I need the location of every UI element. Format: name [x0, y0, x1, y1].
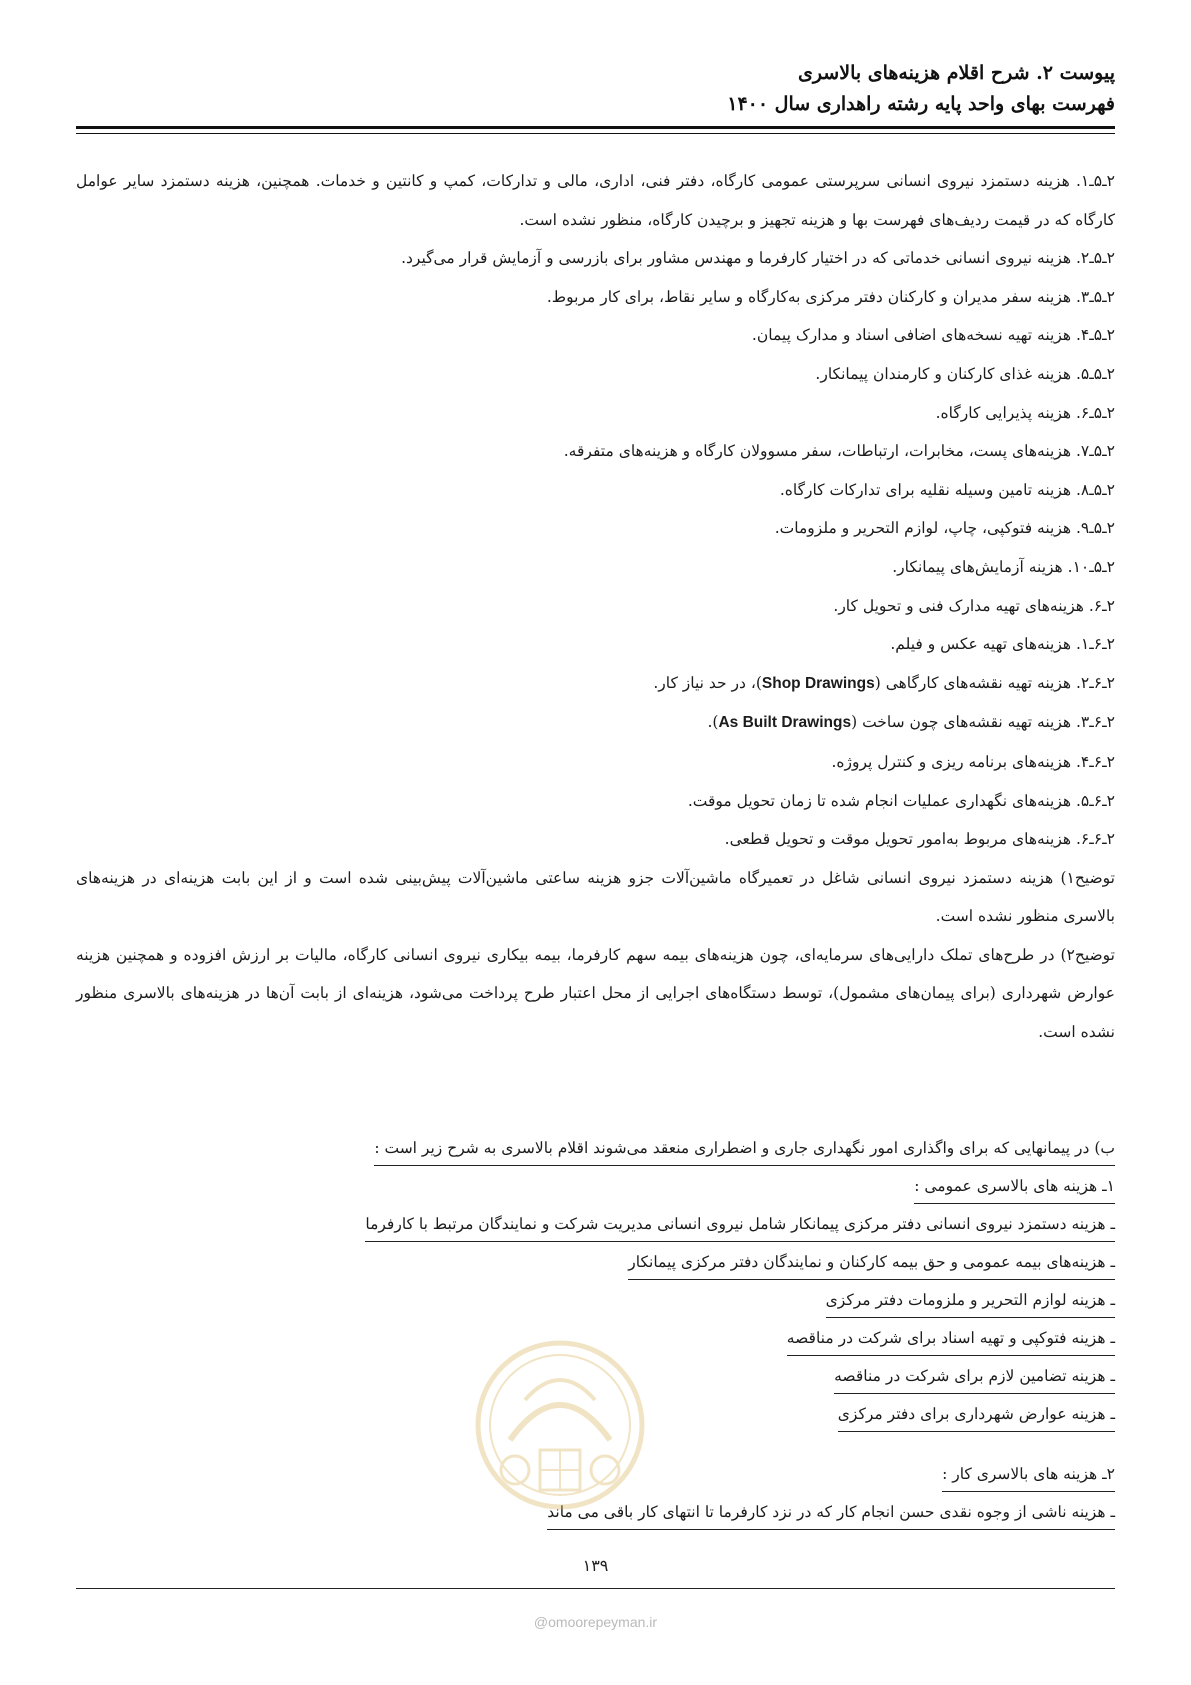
- item-2-5-8: ۲ـ۵ـ۸. هزینه تامین وسیله نقلیه برای تدارکات کارگاه.: [779, 480, 1115, 499]
- item-2-5-2: ۲ـ۵ـ۲. هزینه نیروی انسانی خدماتی که در اختیار کارفرما و مهندس مشاور برای بازرسی و آزمایش قرار می‌گیرد.: [401, 249, 1115, 268]
- item-2-5-6: ۲ـ۵ـ۶. هزینه پذیرایی کارگاه.: [935, 403, 1115, 422]
- item-2-5-5: ۲ـ۵ـ۵. هزینه غذای کارکنان و کارمندان پیمانکار.: [815, 364, 1115, 383]
- page-header: [76, 58, 1115, 120]
- item-2-6-2: [76, 664, 1115, 704]
- item-2-5-4: ۲ـ۵ـ۴. هزینه تهیه نسخه‌های اضافی اسناد و مدارک پیمان.: [751, 326, 1115, 345]
- general-overhead-item: ـ هزینه فتوکپی و تهیه اسناد برای شرکت در مناقصه: [76, 1323, 1115, 1361]
- footer-website: @omoorepeyman.ir: [533, 1614, 658, 1630]
- item-2-6-3-post: ).: [707, 713, 719, 732]
- item-2-6-2-pre: ۲ـ۶ـ۲. هزینه تهیه نقشه‌های کارگاهی (: [874, 673, 1115, 692]
- item-2-5-1: ۲ـ۵ـ۱. هزینه دستمزد نیروی انسانی سرپرستی عمومی کارگاه، دفتر فنی، اداری، مالی و تدارکات، کمپ و کانتین و خدمات. همچنین، هزینه دستمزد سایر عوامل کارگاه که در قیمت ردیف‌های فهرست بها و هزینه تجهیز و برچیدن کارگاه، منظور نشده است.: [76, 172, 1115, 229]
- header-title: پیوست ۲. شرح اقلام هزینه‌های بالاسری: [797, 62, 1115, 84]
- watermark-logo: [470, 1330, 650, 1520]
- item-2-6: ۲ـ۶. هزینه‌های تهیه مدارک فنی و تحویل کار.: [833, 596, 1115, 615]
- item-2-5-3: ۲ـ۵ـ۳. هزینه سفر مدیران و کارکنان دفتر مرکزی به‌کارگاه و سایر نقاط، برای کار مربوط.: [546, 287, 1115, 306]
- item-2-6-2-post: )، در حد نیاز کار.: [653, 673, 762, 692]
- page-number: ۱۳۹: [582, 1556, 609, 1575]
- item-2-5-9: ۲ـ۵ـ۹. هزینه فتوکپی، چاپ، لوازم التحریر و ملزومات.: [774, 519, 1115, 538]
- header-rule-thick: [76, 126, 1115, 129]
- general-overhead-item: ـ هزینه تضامین لازم برای شرکت در مناقصه: [76, 1361, 1115, 1399]
- item-2-6-5: ۲ـ۶ـ۵. هزینه‌های نگهداری عملیات انجام شده تا زمان تحویل موقت.: [687, 791, 1115, 810]
- shop-drawings-term: Shop Drawings: [761, 674, 875, 692]
- header-rule-thin: [76, 133, 1115, 134]
- item-2-6-6: ۲ـ۶ـ۶. هزینه‌های مربوط به‌امور تحویل موقت و تحویل قطعی.: [724, 830, 1115, 849]
- item-2-5-7: ۲ـ۵ـ۷. هزینه‌های پست، مخابرات، ارتباطات، سفر مسوولان کارگاه و هزینه‌های متفرقه.: [563, 442, 1115, 461]
- item-2-6-1: ۲ـ۶ـ۱. هزینه‌های تهیه عکس و فیلم.: [890, 635, 1115, 654]
- work-overhead-item: ـ هزینه ناشی از وجوه نقدی حسن انجام کار که در نزد کارفرما تا انتهای کار باقی می ماند: [76, 1497, 1115, 1535]
- as-built-drawings-term: As Built Drawings: [718, 714, 852, 732]
- header-subtitle: فهرست بهای واحد پایه رشته راهداری سال ۱۴۰۰: [727, 93, 1115, 115]
- footer-rule: [76, 1588, 1115, 1589]
- item-2-6-3: [76, 703, 1115, 743]
- general-overhead-item: ـ هزینه عوارض شهرداری برای دفتر مرکزی: [76, 1399, 1115, 1437]
- general-overhead-item: ـ هزینه‌های بیمه عمومی و حق بیمه کارکنان و نمایندگان دفتر مرکزی پیمانکار: [76, 1247, 1115, 1285]
- work-overhead-title: ۲ـ هزینه های بالاسری کار :: [76, 1459, 1115, 1497]
- note-1: توضیح۱) هزینه دستمزد نیروی انسانی شاغل در تعمیرگاه ماشین‌آلات جزو هزینه ساعتی ماشین‌آلات پیش‌بینی شده است و از این بابت هزینه‌ای در هزینه‌های بالاسری منظور نشده است.: [76, 868, 1115, 926]
- note-2: توضیح۲) در طرح‌های تملک دارایی‌های سرمایه‌ای، چون هزینه‌های بیمه سهم کارفرما، بیمه بیکاری نیروی انسانی کارگاه، مالیات بر ارزش افزوده و همچنین هزینه عوارض شهرداری (برای پیمان‌های مشمول)، توسط دستگاه‌های اجرایی از محل اعتبار طرح پرداخت می‌شود، هزینه‌ای از بابت آن‌ها در هزینه‌های بالاسری منظور نشده است.: [76, 945, 1115, 1042]
- item-2-5-10: ۲ـ۵ـ۱۰. هزینه آزمایش‌های پیمانکار.: [892, 557, 1115, 576]
- general-overhead-item: ـ هزینه دستمزد نیروی انسانی دفتر مرکزی پیمانکار شامل نیروی انسانی مدیریت شرکت و نمایندگان مرتبط با کارفرما: [76, 1209, 1115, 1247]
- general-overhead-title: ۱ـ هزینه های بالاسری عمومی :: [76, 1171, 1115, 1209]
- document-body: [76, 162, 1115, 1052]
- section-b-intro: ب) در پیمانهایی که برای واگذاری امور نگهداری جاری و اضطراری منعقد می‌شوند اقلام بالاسری به شرح زیر است :: [76, 1133, 1115, 1171]
- general-overhead-item: ـ هزینه لوازم التحریر و ملزومات دفتر مرکزی: [76, 1285, 1115, 1323]
- item-2-6-4: ۲ـ۶ـ۴. هزینه‌های برنامه ریزی و کنترل پروژه.: [831, 752, 1115, 771]
- item-2-6-3-pre: ۲ـ۶ـ۳. هزینه تهیه نقشه‌های چون ساخت (: [851, 713, 1115, 732]
